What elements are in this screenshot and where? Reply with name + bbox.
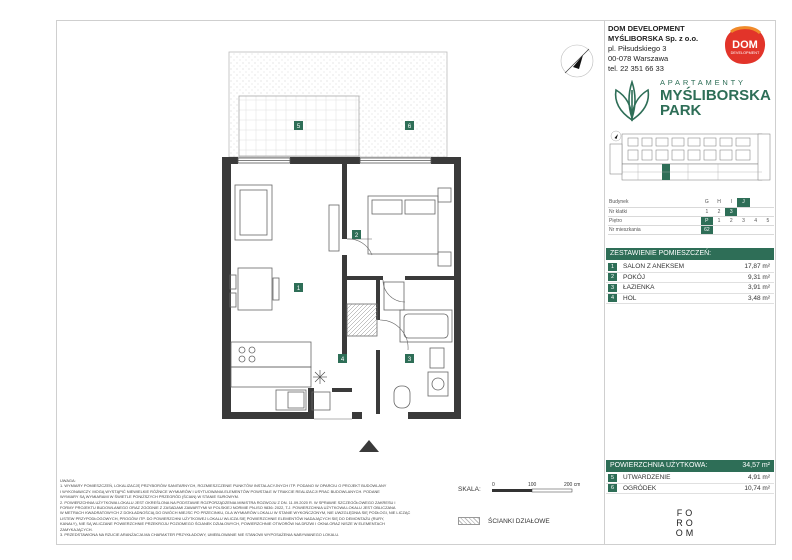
total-area-bar <box>606 460 774 472</box>
notes-title: UWAGA: <box>60 478 76 483</box>
minimap-compass-icon <box>611 131 621 141</box>
total-area-label: POWIERZCHNIA UŻYTKOWA: <box>610 462 708 469</box>
room-number: 4 <box>608 294 617 302</box>
extra-name: OGRÓDEK <box>623 484 657 492</box>
detail-option-selected: 3 <box>725 207 737 216</box>
room-badge-2 <box>352 230 361 239</box>
notes-line: ZAMYKAJĄCYCH. <box>60 526 93 532</box>
furniture <box>230 185 452 410</box>
brand-line3: PARK <box>660 102 702 119</box>
extras-list <box>606 473 774 494</box>
svg-text:4: 4 <box>340 357 345 363</box>
detail-option-selected: J <box>737 198 749 207</box>
legend <box>458 517 550 525</box>
detail-option: 4 <box>750 216 762 225</box>
room-name: POKÓJ <box>623 273 646 281</box>
company-phone: tel. 22 351 66 33 <box>608 64 664 73</box>
notes-line: 3. PRZEDSTAWIONA NA RZUCIE ARANŻACJA MA CHARAKTER PRZYKŁADOWY, UMEBLOWANIE NIE STANOWI WYPOSAŻENIA NABYWANEGO LOKALU. <box>60 532 340 538</box>
room-row <box>606 294 774 305</box>
extra-row <box>606 484 774 495</box>
notes-line: LISTEW PRZYPODŁOGOWYCH, PROGÓW ITP. DO POWIERZCHNI UŻYTKOWEJ LOKALU WLICZA SIĘ POWIERZCHNIE ELEMENTÓW NADAJĄCYCH SIĘ DO DEMONTAŻU (RURY, <box>60 515 385 521</box>
apartment-details-table <box>608 198 774 235</box>
room-badge-3 <box>405 354 414 363</box>
compass-icon <box>561 45 593 77</box>
scale-label: SKALA: <box>458 486 481 493</box>
detail-row-floor <box>608 216 774 225</box>
room-area: 3,91 m² <box>747 284 770 292</box>
svg-text:3: 3 <box>407 357 412 363</box>
rooms-list <box>606 262 774 304</box>
company-info <box>608 24 698 74</box>
entrance-arrow <box>359 440 379 452</box>
disclaimer-notes <box>60 478 448 537</box>
detail-option: 5 <box>762 216 774 225</box>
svg-text:6: 6 <box>407 124 412 130</box>
detail-option-selected: 62 <box>701 225 713 234</box>
room-number: 2 <box>608 273 617 281</box>
dom-development-logo <box>722 24 768 66</box>
notes-line: WYMIARY SĄ WYMIARAMI W ŚWIETLE PONIŻSZYCH PRZEGRÓD (ŚCIAN) W STANIE SUROWYM. <box>60 494 239 500</box>
detail-label: Nr klatki <box>608 207 701 216</box>
detail-option: 2 <box>725 216 737 225</box>
svg-text:DOM: DOM <box>732 39 758 51</box>
room-row <box>606 283 774 294</box>
detail-option: 1 <box>701 207 713 216</box>
notes-line: KANAŁY), NIE SĄ WLICZANE POWIERZCHNIE PRZEKROJU POZIOMEGO ŚCIANEK DZIAŁOWYCH, POWIERZCHNIE OTWORÓW NA DRZWI I OKNA ORAZ NISZE W ELEMENTACH <box>60 521 385 527</box>
detail-row-apartment <box>608 225 774 234</box>
extra-area: 4,91 m² <box>747 474 770 482</box>
detail-option: 3 <box>737 216 749 225</box>
shaft-hatch <box>347 304 377 336</box>
extra-row <box>606 473 774 484</box>
extra-area: 10,74 m² <box>744 484 770 492</box>
svg-text:5: 5 <box>296 124 301 130</box>
company-street: pl. Piłsudskiego 3 <box>608 44 667 53</box>
room-name: ŁAZIENKA <box>623 284 655 292</box>
svg-text:1: 1 <box>296 286 301 292</box>
forom-logo: FO RO OM <box>675 508 697 538</box>
notes-line: 1. WYMIARY POMIESZCZEŃ, LOKALIZACJĘ PRZYBORÓW SANITARNYCH, ROZMIESZCZENIE PUNKTÓW INSTALACYJNYCH ITP. PODANO W OPARCIU O PROJEKT BUDOWLANY <box>60 483 387 489</box>
legend-label: ŚCIANKI DZIAŁOWE <box>488 517 550 525</box>
detail-option-selected: P <box>701 216 713 225</box>
brand-line2: MYŚLIBORSKA <box>660 87 771 104</box>
leaf-logo-icon <box>608 80 656 122</box>
room-badge-1 <box>294 283 303 292</box>
room-area: 9,31 m² <box>747 273 770 281</box>
room-badge-5 <box>294 121 303 130</box>
detail-option: 2 <box>713 207 725 216</box>
extra-name: UTWARDZENIE <box>623 474 671 482</box>
project-brand <box>608 78 772 126</box>
site-minimap <box>608 130 772 188</box>
floor-plan <box>56 20 604 460</box>
detail-option: G <box>701 198 713 207</box>
brand-line1: APARTAMENTY <box>660 78 746 87</box>
detail-row-building <box>608 198 774 207</box>
notes-line: I WYKONAWCZY. MOGĄ WYSTĄPIĆ NIEWIELKIE RÓŻNICE WYMIARÓW I USYTUOWANIA ELEMENTÓW POWSTAŁE W TRAKCIE REALIZACJI PRAC BUDOWLANYCH. PODANE <box>60 488 380 494</box>
svg-text:0: 0 <box>492 482 495 488</box>
room-number: 3 <box>608 284 617 292</box>
technical-symbol <box>313 370 327 384</box>
detail-option: H <box>713 198 725 207</box>
detail-label: Piętro <box>608 216 701 225</box>
room-row <box>606 273 774 284</box>
detail-option: 1 <box>713 216 725 225</box>
extra-number: 5 <box>608 474 617 482</box>
detail-option: I <box>725 198 737 207</box>
room-name: HOL <box>623 294 637 302</box>
room-number: 1 <box>608 263 617 271</box>
svg-text:200 cm: 200 cm <box>564 482 580 488</box>
company-city: 00-078 Warszawa <box>608 54 669 63</box>
notes-line: FORMY PROJEKTU BUDOWLANEGO ORAZ ZGODNIE Z ZASADAMI ZAWARTYMI W POLSKIEJ NORMIE PN-ISO 9836: 2022, T.J. POWIERZCHNIA UŻYTKOWA LOKALU JEST OBLICZANA <box>60 505 396 511</box>
partition-wall-swatch <box>458 517 480 525</box>
company-entity: MYŚLIBORSKA Sp. z o.o. <box>608 34 699 43</box>
company-name: DOM DEVELOPMENT <box>608 24 685 33</box>
svg-text:100: 100 <box>528 482 537 488</box>
room-badge-4 <box>338 354 347 363</box>
room-badge-6 <box>405 121 414 130</box>
extra-number: 6 <box>608 484 617 492</box>
total-area-value: 34,57 m² <box>742 462 770 469</box>
scale-bar <box>490 480 580 496</box>
room-row <box>606 262 774 273</box>
room-name: SALON Z ANEKSEM <box>623 263 685 271</box>
detail-label: Budynek <box>608 198 701 207</box>
room-area: 3,48 m² <box>747 294 770 302</box>
svg-text:2: 2 <box>354 233 359 239</box>
notes-line: W METRACH KWADRATOWYCH Z DOKŁADNOŚCIĄ DO DWÓCH MIEJSC PO PRZECINKU, DLA WYMIARÓW LOKALU W STANIE WYKOŃCZONYM, NIE UWZGLĘDNIA SIĘ PODŁOGI, NIE LICZĄC <box>60 510 411 516</box>
rooms-header: ZESTAWIENIE POMIESZCZEŃ: <box>606 248 774 260</box>
notes-line: 2. POWIERZCHNIA UŻYTKOWA LOKALU JEST OKREŚLONA NA PODSTAWIE ROZPORZĄDZENIA MINISTRA ROZWOJU Z DN. 11.09.2020 R. W SPRAWIE SZCZEGÓŁOWEGO ZAKRESU I <box>60 499 396 505</box>
column-divider <box>604 20 605 545</box>
detail-row-staircase <box>608 207 774 216</box>
detail-label: Nr mieszkania <box>608 225 701 234</box>
svg-text:DEVELOPMENT: DEVELOPMENT <box>730 51 760 55</box>
room-area: 17,87 m² <box>744 263 770 271</box>
